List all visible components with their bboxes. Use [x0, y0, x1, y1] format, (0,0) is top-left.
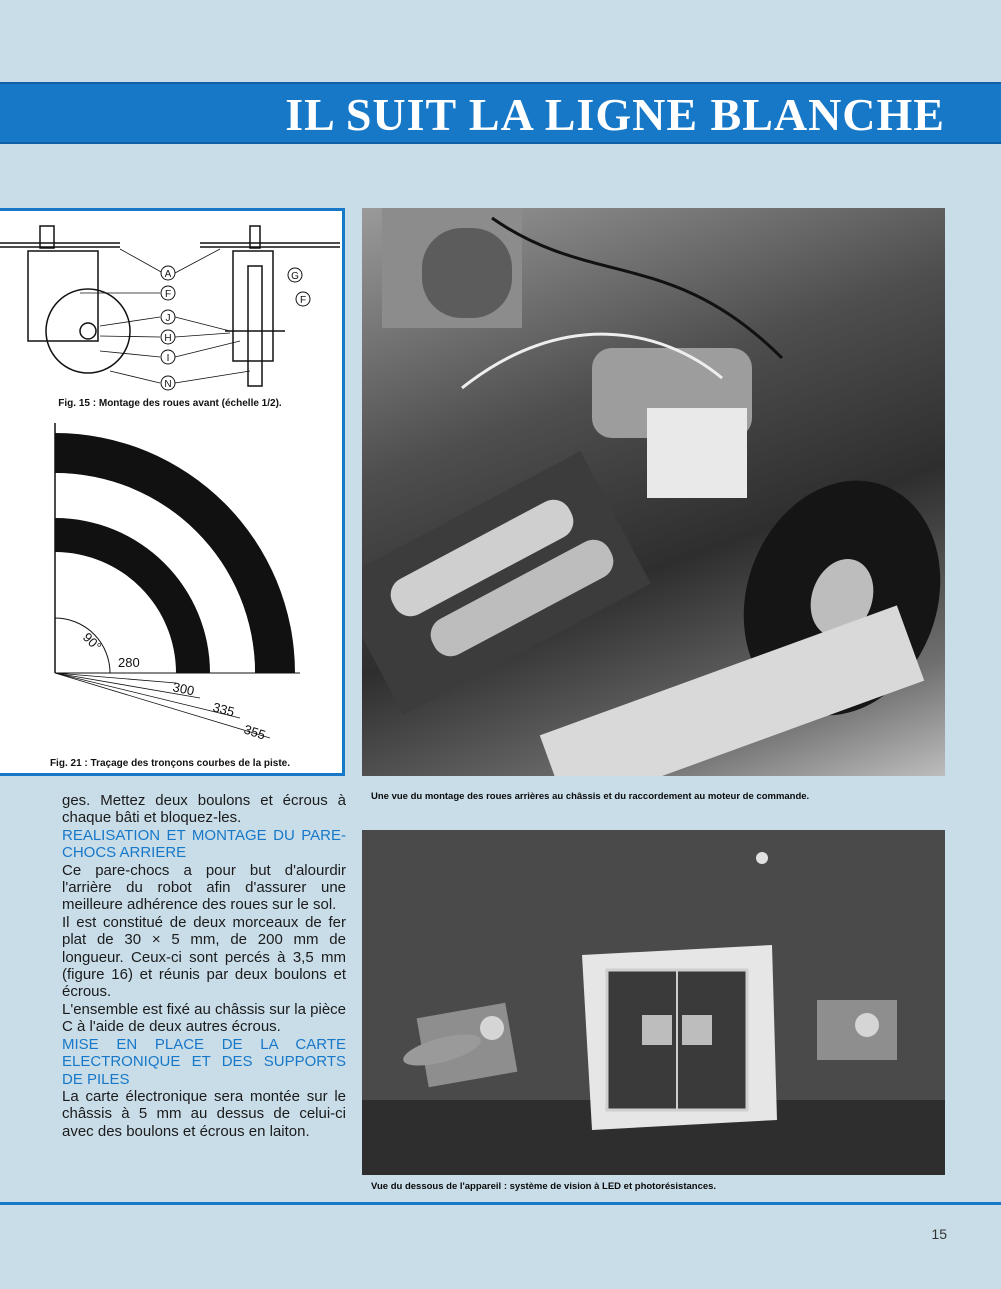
section-heading: REALISATION ET MONTAGE DU PARE-CHOCS ARRIERE: [62, 826, 346, 862]
header-band: [0, 82, 1001, 144]
fig15-label-i: I: [166, 353, 170, 364]
fig15-label-h: H: [164, 333, 172, 344]
paragraph: ges. Mettez deux boulons et écrous à chaque bâti et bloquez-les.: [62, 792, 346, 827]
fig21-caption: Fig. 21 : Traçage des tronçons courbes de la piste.: [49, 758, 291, 769]
paragraph: Il est constitué de deux morceaux de fer plat de 30 × 5 mm, de 200 mm de longueur. Ceux-ci sont percés à 3,5 mm (figure 16) et réunis par deux boulons et écrous.: [62, 913, 346, 1001]
fig21-radius-280: 280: [118, 655, 140, 670]
paragraph: La carte électronique sera montée sur le châssis à 5 mm au dessus de celui-ci avec des boulons et écrous en laiton.: [62, 1087, 346, 1140]
fig15-label-j: J: [165, 313, 171, 324]
fig21-diagram: [0, 423, 340, 763]
fig21-radius-300: 300: [171, 679, 196, 699]
page-number: 15: [931, 1226, 947, 1242]
page-title: IL SUIT LA LIGNE BLANCHE: [285, 89, 945, 140]
fig21-angle: 90°: [79, 629, 105, 655]
paragraph: L'ensemble est fixé au châssis sur la pièce C à l'aide de deux autres écrous.: [62, 1000, 346, 1036]
fig15-label-n: N: [164, 379, 172, 390]
section-heading: MISE EN PLACE DE LA CARTE ELECTRONIQUE ET DES SUPPORTS DE PILES: [62, 1035, 346, 1088]
photo2-caption: Vue du dessous de l'appareil : système de vision à LED et photorésistances.: [371, 1181, 717, 1192]
rear-wheel-photo: [362, 208, 945, 776]
article-body: [62, 792, 346, 1140]
fig15-label-f2: F: [299, 295, 307, 306]
fig15-label-g: G: [291, 271, 299, 282]
paragraph: Ce pare-chocs a pour but d'alourdir l'arrière du robot afin d'assurer une meilleure adhérence des roues sur le sol.: [62, 861, 346, 914]
underside-photo: [362, 830, 945, 1175]
footer-rule: [0, 1202, 1001, 1205]
fig15-label-f: F: [164, 289, 172, 300]
fig15-caption: Fig. 15 : Montage des roues avant (échelle 1/2).: [58, 398, 282, 409]
figures-panel: [0, 208, 345, 776]
fig21-radius-335: 335: [211, 699, 237, 720]
fig21-radius-355: 355: [242, 721, 268, 743]
underside-photo-sketch: [362, 830, 945, 1175]
fig15-label-a: A: [164, 269, 172, 280]
fig15-labels: [0, 211, 340, 396]
rear-wheel-photo-sketch: [362, 208, 945, 776]
photo1-caption: Une vue du montage des roues arrières au châssis et du raccordement au moteur de commande.: [371, 791, 810, 802]
